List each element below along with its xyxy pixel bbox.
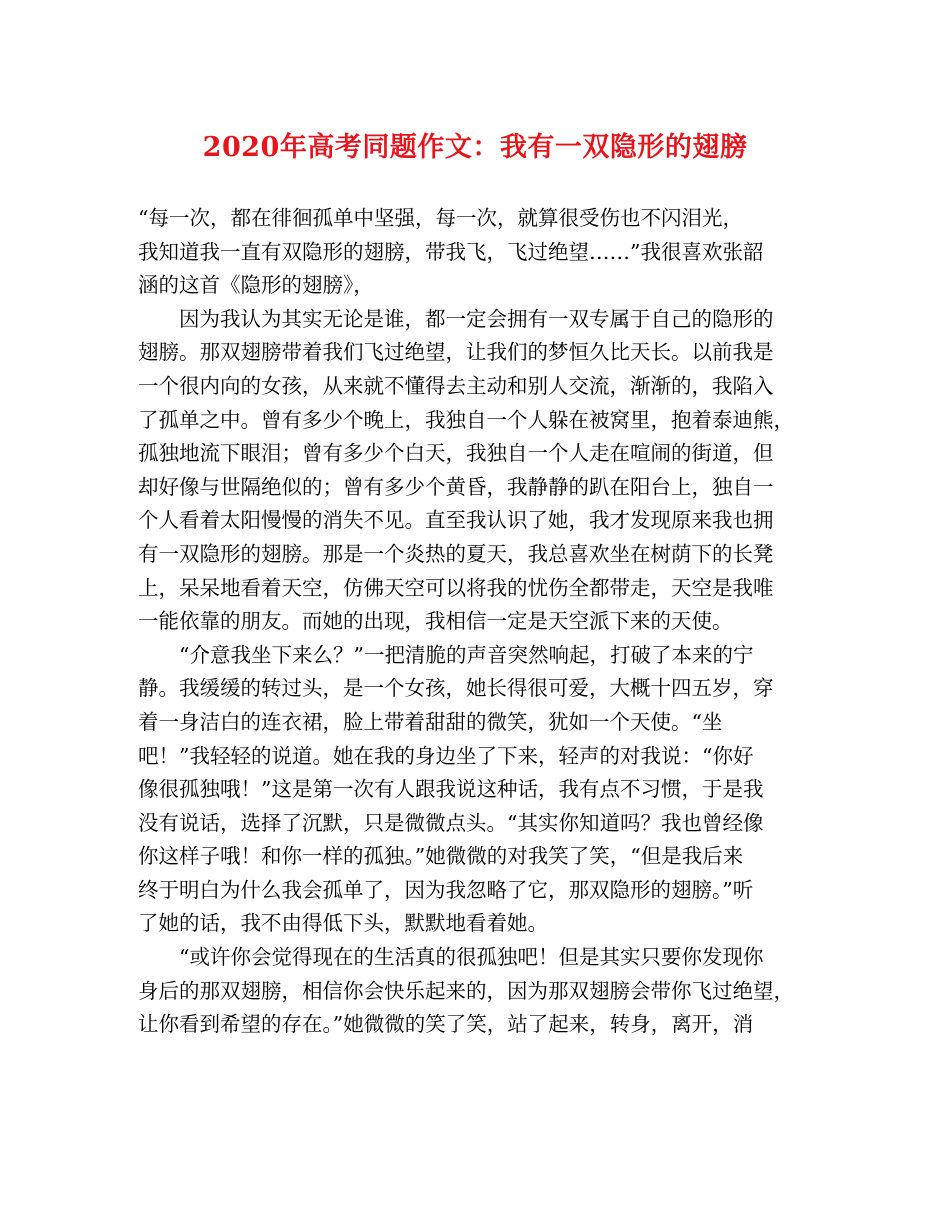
text-line: 身后的那双翅膀，相信你会快乐起来的，因为那双翅膀会带你飞过绝望， [138, 978, 794, 1003]
text-line: 一个很内向的女孩，从来就不懂得去主动和别人交流，渐渐的，我陷入 [138, 373, 774, 398]
text-line: 因为我认为其实无论是谁，都一定会拥有一双专属于自己的隐形的 [138, 306, 774, 331]
text-line: 静。我缓缓的转过头，是一个女孩，她长得很可爱，大概十四五岁，穿 [138, 676, 774, 701]
text-line: 吧！”我轻轻的说道。她在我的身边坐了下来，轻声的对我说：“你好 [138, 743, 754, 768]
paragraph-3 [138, 639, 814, 941]
paragraph-2 [138, 303, 814, 639]
text-line: 着一身洁白的连衣裙，脸上带着甜甜的微笑，犹如一个天使。“坐 [138, 709, 723, 734]
text-line: 没有说话，选择了沉默，只是微微点头。“其实你知道吗？我也曾经像 [138, 810, 764, 835]
text-line: 上，呆呆地看着天空，仿佛天空可以将我的忧伤全都带走，天空是我唯 [138, 575, 774, 600]
text-line: 有一双隐形的翅膀。那是一个炎热的夏天，我总喜欢坐在树荫下的长凳 [138, 541, 774, 566]
text-line: 你这样子哦！和你一样的孤独。”她微微的对我笑了笑，“但是我后来 [138, 844, 744, 869]
text-line: 却好像与世隔绝似的；曾有多少个黄昏，我静静的趴在阳台上，独自一 [138, 474, 774, 499]
text-line: 涵的这首《隐形的翅膀》， [138, 273, 374, 298]
text-line: 孤独地流下眼泪；曾有多少个白天，我独自一个人走在喧闹的街道，但 [138, 441, 774, 466]
essay-body [138, 202, 814, 1042]
text-line: 终于明白为什么我会孤单了，因为我忽略了它，那双隐形的翅膀。”听 [138, 877, 754, 902]
text-line: “介意我坐下来么？”一把清脆的声音突然响起，打破了本来的宁 [138, 642, 754, 667]
text-line: 让你看到希望的存在。”她微微的笑了笑，站了起来，转身，离开，消 [138, 1012, 754, 1037]
text-line: 一能依靠的朋友。而她的出现，我相信一定是天空派下来的天使。 [138, 609, 733, 634]
text-line: 翅膀。那双翅膀带着我们飞过绝望，让我们的梦恒久比天长。以前我是 [138, 340, 774, 365]
text-line: 个人看着太阳慢慢的消失不见。直至我认识了她，我才发现原来我也拥 [138, 508, 774, 533]
text-line: “每一次，都在徘徊孤单中坚强，每一次，就算很受伤也不闪泪光， [138, 206, 743, 230]
page-title: 2020年高考同题作文：我有一双隐形的翅膀 [202, 132, 748, 163]
paragraph-4 [138, 941, 814, 1042]
paragraph-1 [138, 202, 814, 303]
text-line: 了孤单之中。曾有多少个晚上，我独自一个人躲在被窝里，抱着泰迪熊， [138, 407, 794, 432]
text-line: “或许你会觉得现在的生活真的很孤独吧！但是其实只要你发现你 [138, 945, 764, 970]
text-line: 了她的话，我不由得低下头，默默地看着她。 [138, 911, 548, 936]
text-line: 像很孤独哦！”这是第一次有人跟我说这种话，我有点不习惯，于是我 [138, 777, 764, 802]
text-line: 我知道我一直有双隐形的翅膀，带我飞，飞过绝望……”我很喜欢张韶 [138, 239, 764, 264]
